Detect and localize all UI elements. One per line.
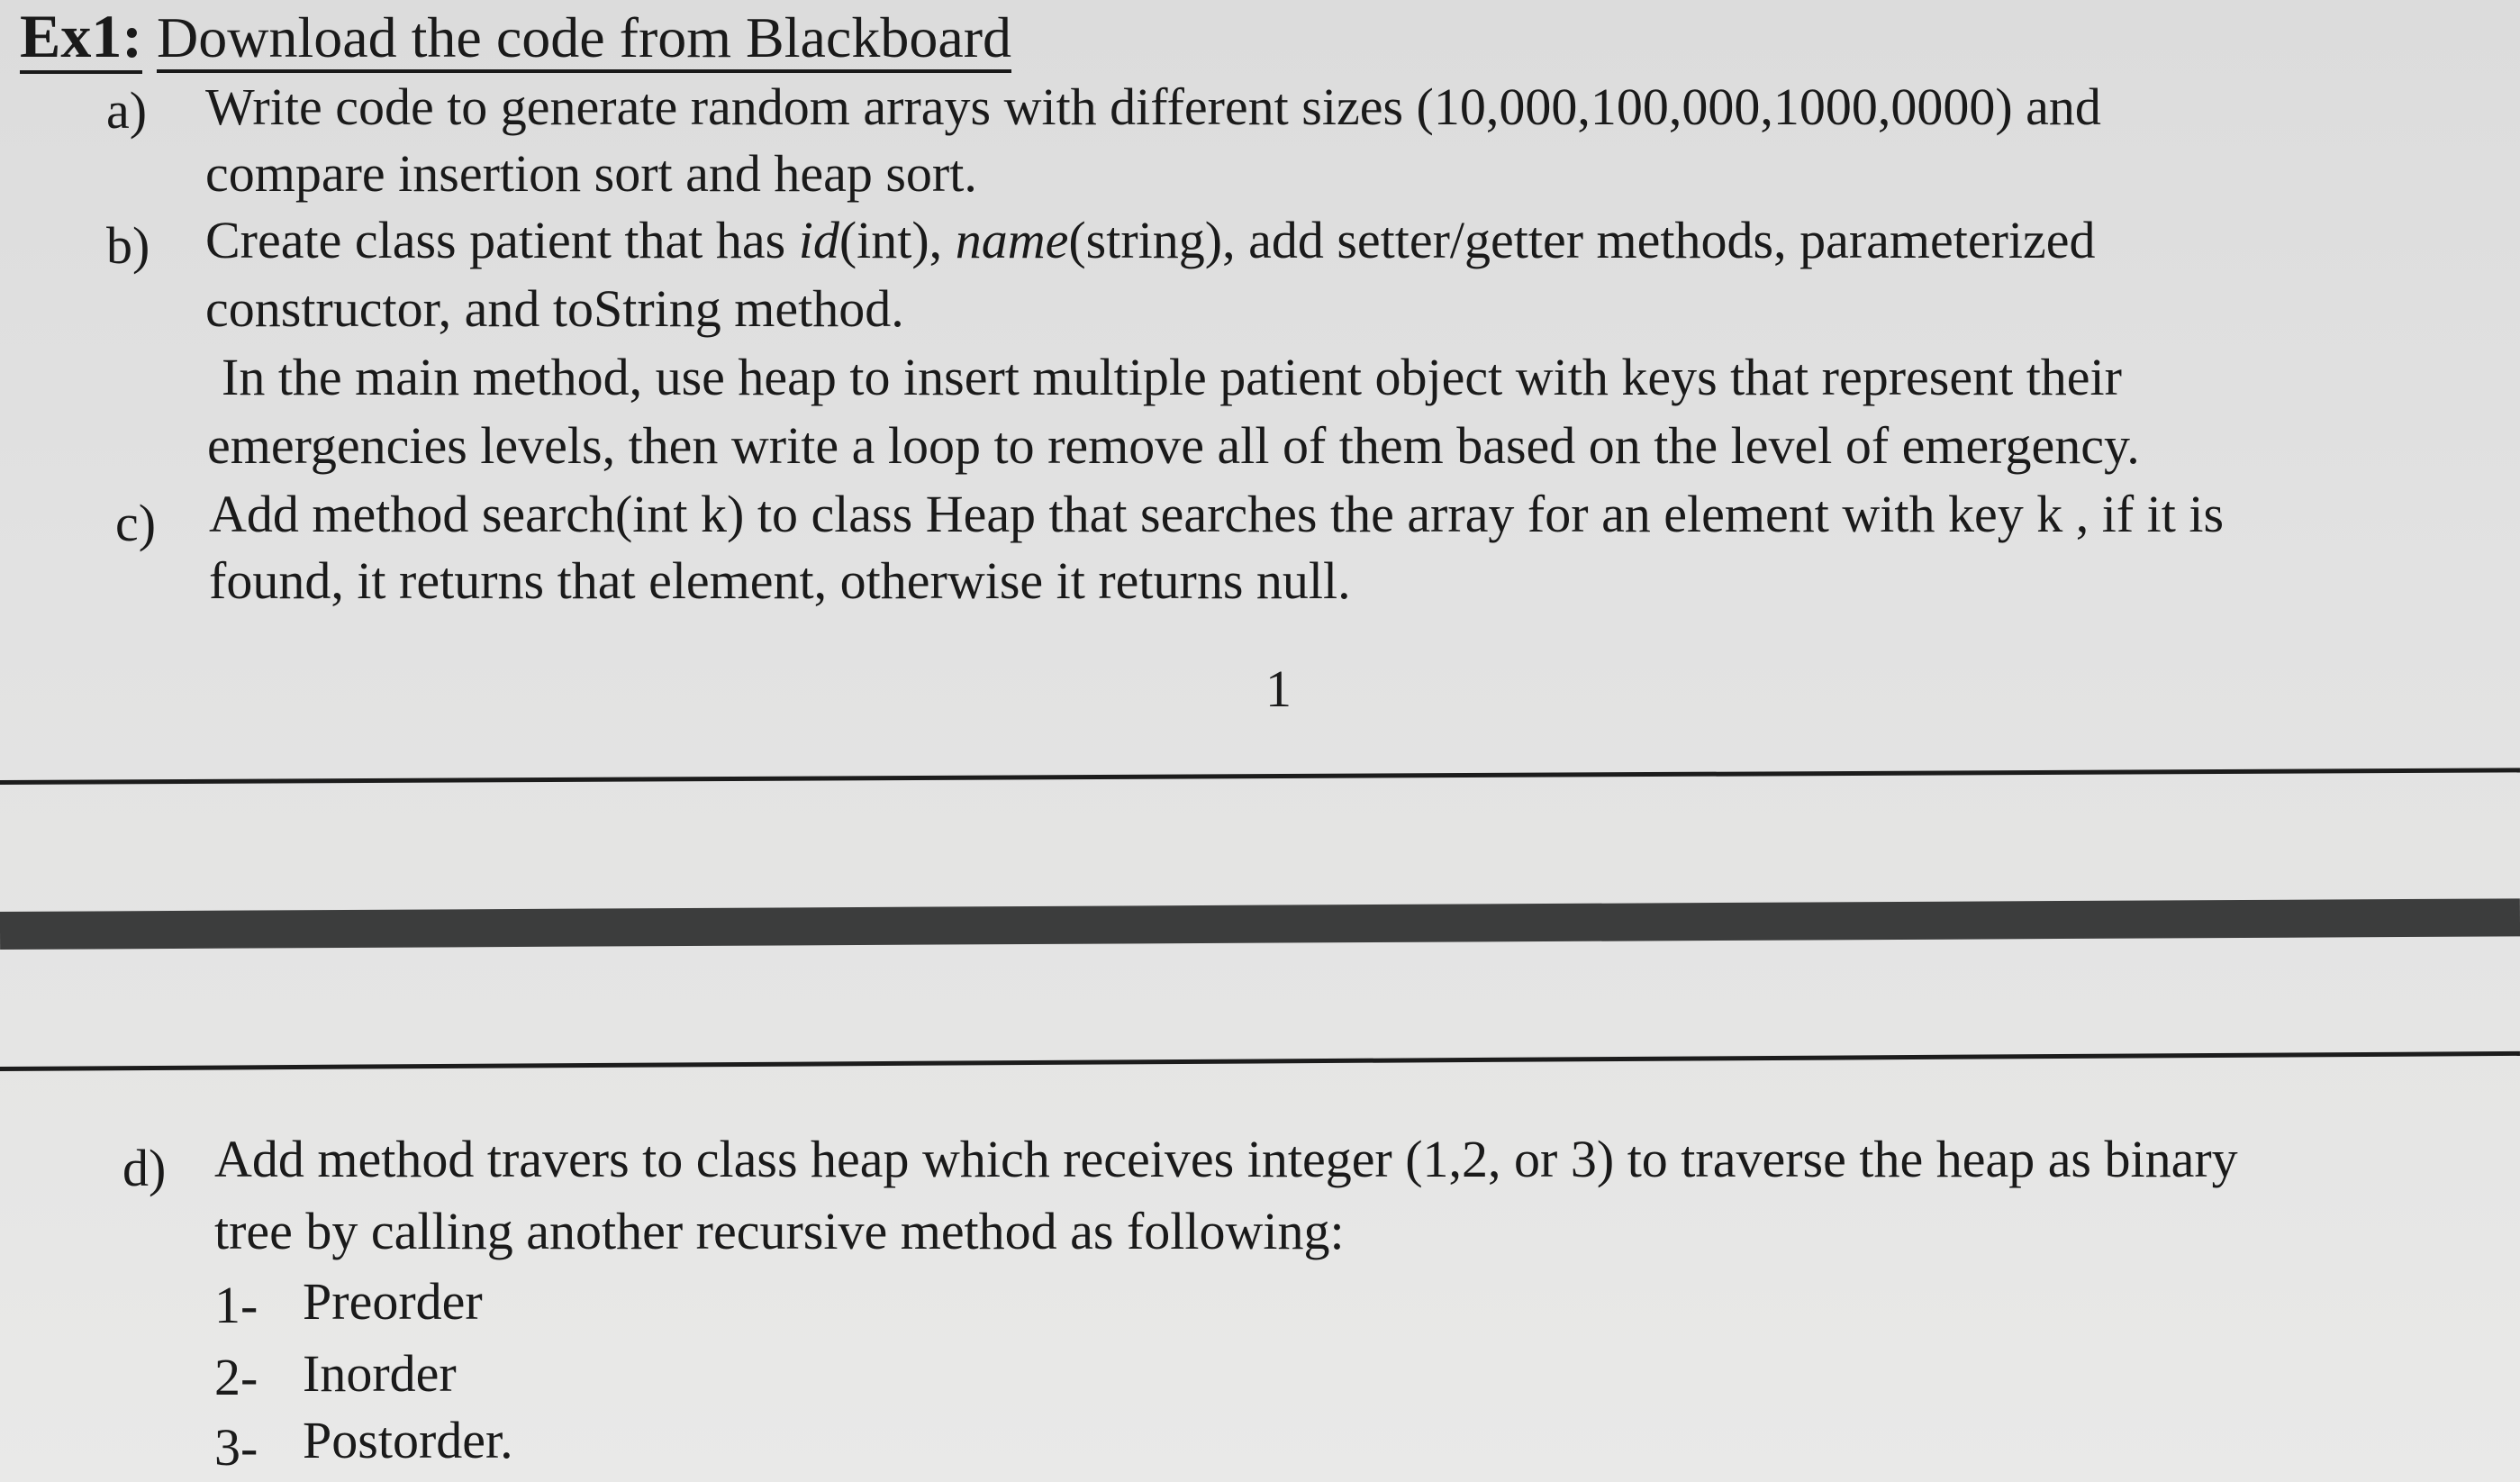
- item-b-id-term: id: [798, 211, 839, 269]
- exercise-label: Ex1:: [20, 2, 142, 74]
- item-d-line-2: tree by calling another recursive method as following:: [214, 1202, 1345, 1260]
- list-item-number: 3-: [214, 1418, 258, 1477]
- item-a-marker: a): [106, 81, 148, 140]
- item-b-line-3: In the main method, use heap to insert multiple patient object with keys that represent their: [222, 348, 2122, 406]
- item-d-marker: d): [122, 1139, 167, 1197]
- item-b-line-1-post: (string), add setter/getter methods, parameterized: [1068, 211, 2096, 269]
- page-break-rule-top: [0, 768, 2520, 785]
- item-b-name-term: name: [955, 211, 1069, 269]
- list-item-text: Inorder: [303, 1344, 457, 1403]
- item-b-line-2: constructor, and toString method.: [205, 279, 904, 338]
- item-d-line-1: Add method travers to class heap which receives integer (1,2, or 3) to traverse the heap as binary: [214, 1130, 2238, 1188]
- exercise-heading: [20, 0, 1011, 74]
- exercise-title: Download the code from Blackboard: [157, 5, 1011, 73]
- list-item-number: 1-: [214, 1276, 258, 1334]
- item-b-line-4: emergencies levels, then write a loop to remove all of them based on the level of emergency.: [207, 416, 2140, 475]
- item-b-line-1-mid: (int),: [838, 211, 956, 269]
- item-c-line-1: Add method search(int k) to class Heap that searches the array for an element with key k , if it is: [209, 485, 2225, 543]
- list-item-number: 2-: [214, 1348, 258, 1406]
- item-a-line-2: compare insertion sort and heap sort.: [205, 144, 977, 203]
- list-item-text: Preorder: [303, 1272, 483, 1331]
- page-break-band: [0, 898, 2520, 950]
- item-b-line-1-pre: Create class patient that has: [205, 211, 799, 269]
- item-a-line-1: Write code to generate random arrays with different sizes (10,000,100,000,1000,0000) and: [205, 77, 2101, 136]
- page-number: 1: [1265, 659, 1292, 718]
- item-c-marker: c): [115, 494, 157, 552]
- page-break-rule-bottom: [0, 1051, 2520, 1071]
- list-item-text: Postorder.: [303, 1411, 513, 1469]
- item-b-line-1: [205, 207, 2096, 274]
- item-b-marker: b): [106, 216, 150, 275]
- item-c-line-2: found, it returns that element, otherwise it returns null.: [209, 551, 1351, 610]
